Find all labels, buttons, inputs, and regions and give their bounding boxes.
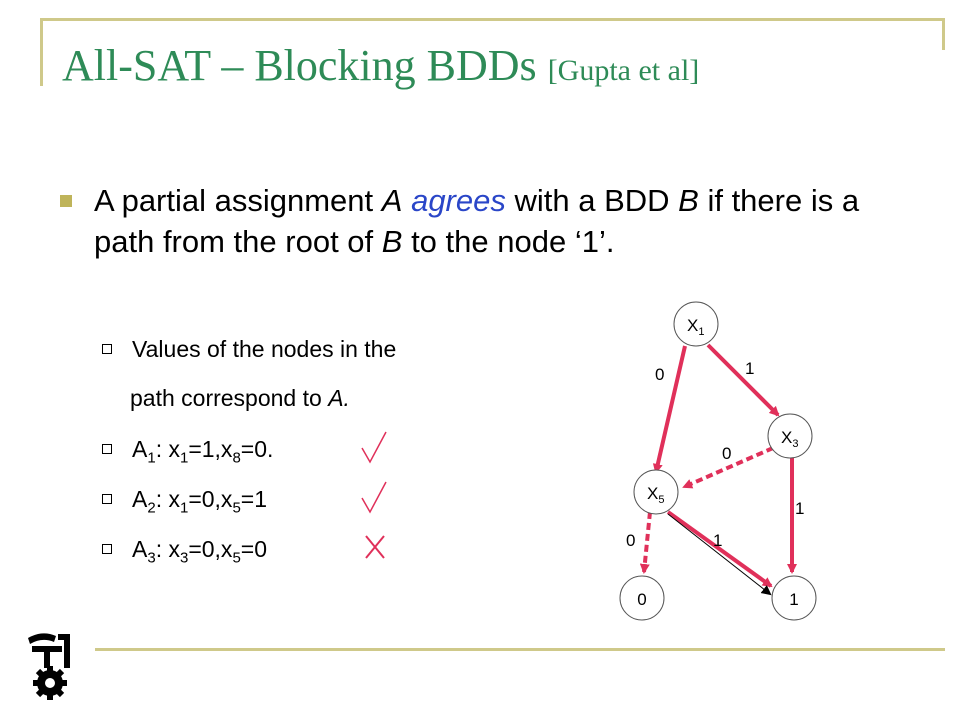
a1-text1: : x — [155, 436, 180, 462]
check-mark-icon — [362, 482, 386, 512]
a1-text2: =1,x — [188, 436, 233, 462]
a3-sub2: 5 — [232, 549, 241, 567]
a2-text2: =0,x — [188, 486, 233, 512]
bullet-var-b2: B — [381, 224, 403, 259]
a2-text3: =1 — [240, 486, 268, 512]
node-x3-label: $X_3$ — [781, 428, 799, 450]
edge-label-x1-x3: 1 — [745, 359, 755, 378]
sub-line-2a: path correspond to — [130, 385, 329, 411]
bullet-text-1: A partial assignment — [94, 183, 382, 218]
a1-name: A — [132, 436, 148, 462]
a2-text1: : x — [155, 486, 180, 512]
a1-text3: =0. — [240, 436, 274, 462]
terminal-0-label: 0 — [637, 590, 647, 609]
check-mark-icon — [362, 432, 386, 462]
a1-index: 1 — [147, 449, 156, 467]
technion-logo-icon — [22, 628, 78, 700]
edge-label-x3-x5: 0 — [722, 444, 732, 463]
a3-text3: =0 — [240, 536, 268, 562]
edge-x5-t1-thin — [668, 514, 770, 594]
a3-text2: =0,x — [188, 536, 233, 562]
cross-mark-icon — [366, 536, 384, 558]
a2-name: A — [132, 486, 148, 512]
bullet-var-a: A — [381, 183, 403, 218]
a1-sub1: 1 — [179, 449, 189, 467]
sub-line-1: Values of the nodes in the — [132, 336, 397, 362]
node-x1-label: $X_1$ — [687, 316, 705, 338]
edge-x1-x3 — [708, 345, 778, 415]
bullet-text-3: with a BDD — [505, 183, 679, 218]
sub-line-2b: A. — [328, 385, 350, 411]
a2-index: 2 — [147, 499, 156, 517]
bullet-text-4: if there is a path from the root of — [94, 183, 860, 259]
node-x5-label: $X_5$ — [647, 484, 665, 506]
edge-label-x5-t0: 0 — [626, 531, 636, 550]
title-citation: [Gupta et al] — [547, 54, 700, 87]
title-main: All-SAT – Blocking BDDs — [62, 41, 548, 90]
a3-text1: : x — [155, 536, 180, 562]
edge-label-x1-x5: 0 — [655, 365, 665, 384]
edge-label-x5-t1: 1 — [713, 531, 723, 550]
bullet-text-5: to the node ‘1’. — [402, 224, 615, 259]
a1-sub2: 8 — [232, 449, 241, 467]
edge-x5-t0 — [644, 512, 650, 572]
edge-label-x3-t1: 1 — [795, 499, 805, 518]
a2-sub1: 1 — [179, 499, 189, 517]
a3-name: A — [132, 536, 148, 562]
a3-index: 3 — [147, 549, 156, 567]
a2-sub2: 5 — [232, 499, 241, 517]
bullet-var-b: B — [678, 183, 699, 218]
a3-sub1: 3 — [179, 549, 189, 567]
bullet-agrees: agrees — [411, 183, 506, 218]
terminal-1-label: 1 — [789, 590, 799, 609]
